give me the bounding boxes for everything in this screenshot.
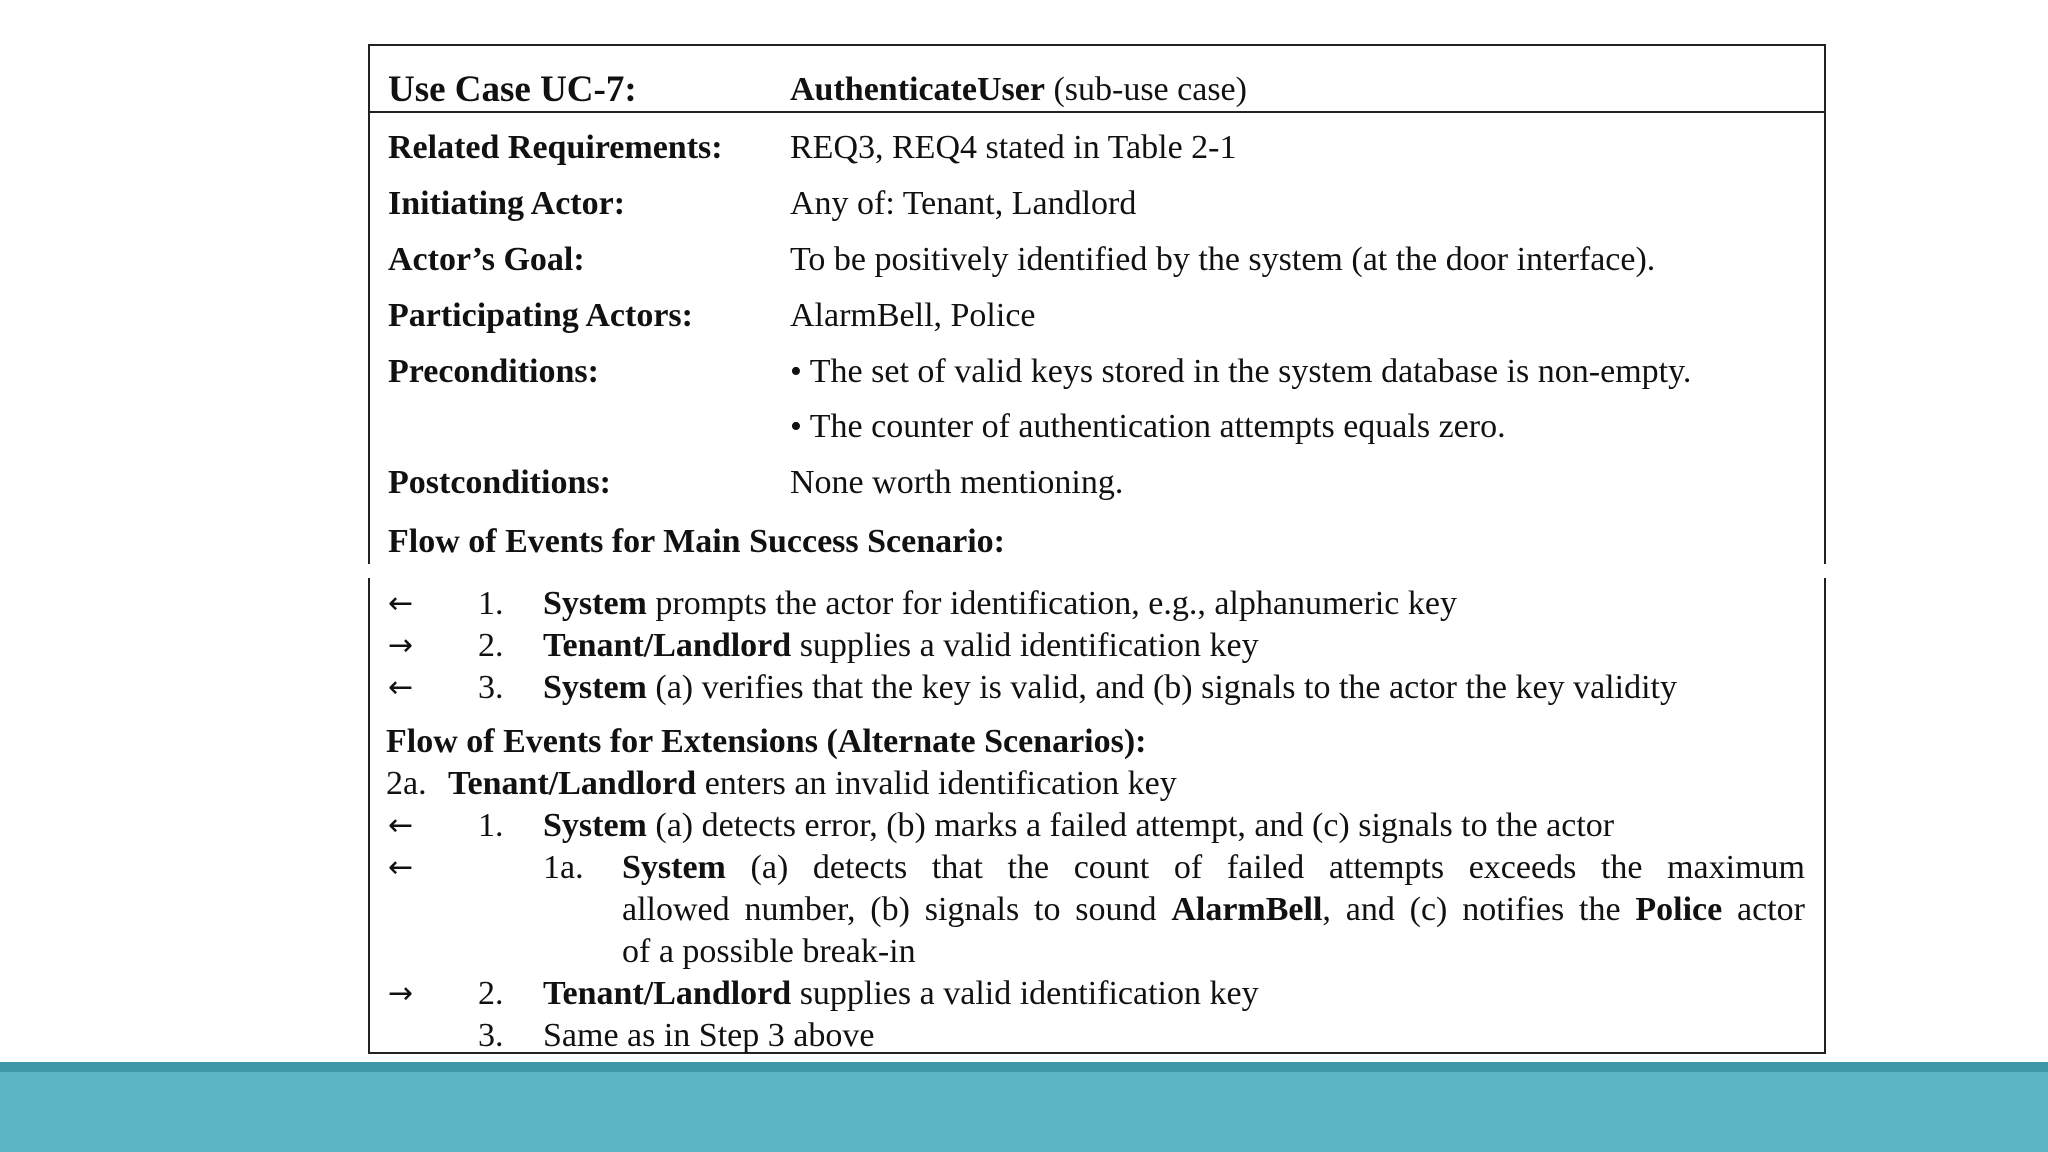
right-arrow-icon: → xyxy=(388,976,414,1011)
field-value-participating-actors: AlarmBell, Police xyxy=(790,297,1036,334)
extension-substep-line-1 xyxy=(622,848,1805,888)
footer-bar xyxy=(0,1072,2048,1152)
step-description: supplies a valid identification key xyxy=(791,975,1259,1012)
extension-step-number: 2. xyxy=(478,975,504,1012)
footer-accent-line xyxy=(0,1062,2048,1072)
extensions-heading: Flow of Events for Extensions (Alternate Scenarios): xyxy=(386,723,1147,760)
step-description: enters an invalid identification key xyxy=(696,765,1177,802)
extension-case-number: 2a. xyxy=(386,765,427,802)
extension-substep-line-2 xyxy=(622,890,1805,930)
extension-step-number: 3. xyxy=(478,1017,504,1054)
step-description: (a) detects that the count of failed attempts exceeds the maximum xyxy=(725,849,1805,886)
field-value-precondition-1: • The set of valid keys stored in the system database is non-empty. xyxy=(790,353,1692,390)
main-step-text xyxy=(543,626,1259,666)
field-value-precondition-2: • The counter of authentication attempts equals zero. xyxy=(790,408,1506,445)
right-arrow-icon: → xyxy=(388,628,414,663)
field-value-actors-goal: To be positively identified by the system (at the door interface). xyxy=(790,241,1656,278)
extension-step-text: Same as in Step 3 above xyxy=(543,1017,875,1054)
header-divider xyxy=(368,111,1826,113)
step-description: prompts the actor for identification, e.g., alphanumeric key xyxy=(646,585,1457,622)
step-description: actor xyxy=(1722,891,1805,928)
left-arrow-icon: ← xyxy=(388,850,414,885)
use-case-label: Use Case UC-7: xyxy=(388,69,637,110)
left-arrow-icon: ← xyxy=(388,670,414,705)
left-arrow-icon: ← xyxy=(388,808,414,843)
step-description: allowed number, (b) signals to sound xyxy=(622,891,1172,928)
step-description: (a) verifies that the key is valid, and (b) signals to the actor the key validity xyxy=(646,669,1677,706)
alarmbell-name: AlarmBell xyxy=(1171,891,1323,928)
step-actor: Tenant/Landlord xyxy=(543,975,792,1012)
field-label-postconditions: Postconditions: xyxy=(388,464,611,501)
extension-case-text xyxy=(448,764,1177,804)
extension-step-text xyxy=(543,806,1614,846)
field-value-related-requirements: REQ3, REQ4 stated in Table 2-1 xyxy=(790,129,1237,166)
field-value-postconditions: None worth mentioning. xyxy=(790,464,1124,501)
step-actor: System xyxy=(543,585,647,622)
extension-step-text xyxy=(543,974,1259,1014)
field-label-related-requirements: Related Requirements: xyxy=(388,129,723,166)
extension-step-number: 1. xyxy=(478,807,504,844)
field-value-initiating-actor: Any of: Tenant, Landlord xyxy=(790,185,1137,222)
main-step-number: 2. xyxy=(478,627,504,664)
step-description: , and (c) notifies the xyxy=(1322,891,1636,928)
field-label-actors-goal: Actor’s Goal: xyxy=(388,241,585,278)
field-label-initiating-actor: Initiating Actor: xyxy=(388,185,626,222)
field-label-preconditions: Preconditions: xyxy=(388,353,599,390)
extension-step-number: 1a. xyxy=(543,849,584,886)
main-step-number: 3. xyxy=(478,669,504,706)
use-case-name: AuthenticateUser xyxy=(790,71,1045,108)
step-actor: System xyxy=(622,849,726,886)
step-actor: Tenant/Landlord xyxy=(543,627,792,664)
left-arrow-icon: ← xyxy=(388,586,414,621)
police-name: Police xyxy=(1635,891,1723,928)
extension-substep-line-3: of a possible break-in xyxy=(622,933,916,970)
step-actor: System xyxy=(543,669,647,706)
main-flow-heading: Flow of Events for Main Success Scenario: xyxy=(388,523,1005,560)
main-step-text xyxy=(543,584,1457,624)
main-step-text xyxy=(543,668,1677,708)
step-description: supplies a valid identification key xyxy=(791,627,1259,664)
field-label-participating-actors: Participating Actors: xyxy=(388,297,693,334)
step-actor: Tenant/Landlord xyxy=(448,765,697,802)
main-step-number: 1. xyxy=(478,585,504,622)
step-actor: System xyxy=(543,807,647,844)
use-case-name-suffix: (sub-use case) xyxy=(1044,71,1247,108)
use-case-title xyxy=(790,70,1247,110)
step-description: (a) detects error, (b) marks a failed attempt, and (c) signals to the actor xyxy=(646,807,1615,844)
